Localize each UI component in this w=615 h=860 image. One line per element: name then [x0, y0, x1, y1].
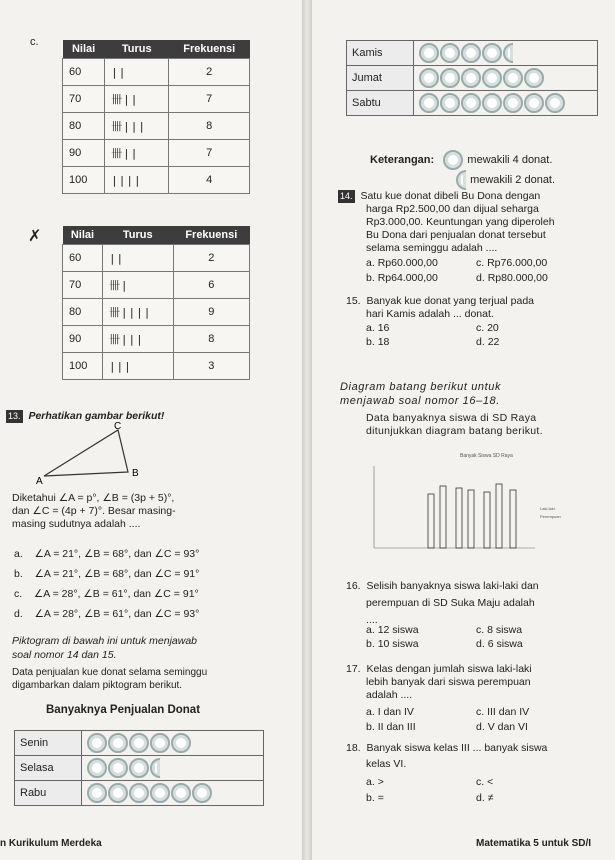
- donut-icon: [503, 68, 523, 88]
- bar: [456, 488, 462, 548]
- pictogram-row: Selasa: [15, 756, 264, 781]
- bar-chart-intro: Diagram batang berikut untuk menjawab soal nomor 16–18.: [340, 381, 502, 407]
- donut-icon: [461, 43, 481, 63]
- vertex-c-label: C: [114, 422, 122, 432]
- option-a[interactable]: a. I dan IV: [366, 706, 414, 718]
- donut-icon: [440, 68, 460, 88]
- pictogram-table-left: [14, 730, 264, 806]
- header-turus: Turus: [105, 40, 169, 59]
- legend-item: Perempuan: [540, 514, 561, 519]
- header-nilai: Nilai: [63, 40, 105, 59]
- donut-icon: [171, 733, 191, 753]
- question-number: 16.: [346, 580, 361, 592]
- pictogram-row: Sabtu: [347, 91, 598, 116]
- footer-right: Matematika 5 untuk SD/I: [476, 838, 592, 849]
- half-donut-icon: [150, 758, 160, 778]
- option-c[interactable]: c. <: [476, 776, 494, 788]
- option-a[interactable]: a. 12 siswa: [366, 624, 419, 636]
- question-17: 17. Kelas dengan jumlah siswa laki-laki lebih banyak dari siswa perempuan adalah ....: [346, 663, 532, 701]
- question-14-body: harga Rp2.500,00 dan dijual seharga Rp3.000,00. Keuntungan yang diperoleh Bu Dona dari penjualan donat tersebut selama seminggu adalah ....: [366, 203, 555, 254]
- pictogram-table-right: [346, 40, 598, 116]
- donut-icon: [545, 93, 565, 113]
- donut-icon: [482, 43, 502, 63]
- tally-table-d: [62, 226, 250, 380]
- question-number: 15.: [346, 295, 361, 307]
- header-frekuensi: Frekuensi: [169, 40, 250, 59]
- question-number: 13.: [8, 411, 21, 421]
- pictogram-row: Rabu: [15, 781, 264, 806]
- question-18: 18. Banyak siswa kelas III ... banyak siswa kelas VI.: [346, 742, 548, 770]
- option-c[interactable]: c. III dan IV: [476, 706, 530, 718]
- donut-icon: [129, 783, 149, 803]
- option-c[interactable]: c. 8 siswa: [476, 624, 523, 636]
- option-b[interactable]: b. ∠A = 21°, ∠B = 68°, dan ∠C = 91°: [14, 568, 200, 580]
- donut-icon: [108, 758, 128, 778]
- table-header: [63, 226, 250, 245]
- bar: [428, 494, 434, 548]
- donut-icon: [129, 733, 149, 753]
- pictogram-row: Jumat: [347, 66, 598, 91]
- bar: [440, 486, 446, 548]
- question-number: 14.: [340, 191, 353, 201]
- option-b[interactable]: b. 10 siswa: [366, 638, 419, 650]
- half-donut-icon: [456, 170, 466, 190]
- chart-title: Banyak Siswa SD Raya: [460, 453, 513, 459]
- triangle-shape: [44, 430, 128, 476]
- question-prompt: Perhatikan gambar berikut!: [28, 410, 165, 422]
- option-a[interactable]: a. Rp60.000,00: [366, 257, 438, 269]
- option-d[interactable]: d. Rp80.000,00: [476, 272, 548, 284]
- pictogram-intro: Piktogram di bawah ini untuk menjawab soal nomor 14 dan 15.: [12, 635, 198, 661]
- header-turus: Turus: [102, 226, 173, 245]
- question-number: 17.: [346, 663, 361, 675]
- option-d[interactable]: d. ∠A = 28°, ∠B = 61°, dan ∠C = 93°: [14, 608, 200, 620]
- table-row: 100 |||| 4: [63, 167, 250, 194]
- table-header: [63, 40, 250, 59]
- donut-icon: [419, 93, 439, 113]
- header-frekuensi: Frekuensi: [173, 226, 249, 245]
- donut-icon: [419, 68, 439, 88]
- option-a[interactable]: a. 16: [366, 322, 390, 334]
- option-b[interactable]: b. Rp64.000,00: [366, 272, 438, 284]
- table-row: 60 || 2: [63, 59, 250, 86]
- bar: [496, 484, 502, 548]
- donut-icon: [108, 733, 128, 753]
- question-17-options: [366, 706, 566, 733]
- donut-icon: [150, 783, 170, 803]
- donut-icon: [87, 758, 107, 778]
- donut-icon: [87, 733, 107, 753]
- donut-icon: [192, 783, 212, 803]
- option-b[interactable]: b. 18: [366, 336, 390, 348]
- table-row: 60 || 2: [63, 245, 250, 272]
- option-b[interactable]: b. =: [366, 792, 384, 804]
- bar: [510, 490, 516, 548]
- footer-left: n Kurikulum Merdeka: [0, 838, 102, 849]
- table-row: 90 卌||| 8: [63, 326, 250, 353]
- half-donut-icon: [503, 43, 513, 63]
- option-d[interactable]: d. V dan VI: [476, 721, 528, 733]
- vertex-a-label: A: [36, 476, 43, 484]
- donut-icon: [443, 150, 463, 170]
- donut-icon: [440, 93, 460, 113]
- legend-half: mewakili 2 donat.: [456, 170, 555, 190]
- table-row: 100 ||| 3: [63, 353, 250, 380]
- donut-icon: [87, 783, 107, 803]
- book-gutter: [302, 0, 312, 860]
- bar-chart-description: Data banyaknya siswa di SD Raya ditunjukkan diagram batang berikut.: [366, 412, 543, 437]
- question-18-options: [366, 776, 566, 804]
- donut-icon: [482, 68, 502, 88]
- table-row: 70 卌| 6: [63, 272, 250, 299]
- option-c[interactable]: c. 20: [476, 322, 499, 334]
- table-row: 80 卌||| 8: [63, 113, 250, 140]
- option-d[interactable]: d. ≠: [476, 792, 494, 804]
- legend-item: Laki-laki: [540, 506, 555, 511]
- question-14-options: [366, 257, 611, 284]
- option-d[interactable]: d. 6 siswa: [476, 638, 523, 650]
- donut-icon: [419, 43, 439, 63]
- table-row: 80 卌|||| 9: [63, 299, 250, 326]
- donut-icon: [108, 783, 128, 803]
- question-16: 16. Selisih banyaknya siswa laki-laki dan perempuan di SD Suka Maju adalah ....: [346, 580, 539, 626]
- donut-icon: [524, 93, 544, 113]
- option-letter-c: c.: [30, 36, 39, 48]
- donut-icon: [482, 93, 502, 113]
- donut-icon: [524, 68, 544, 88]
- option-a[interactable]: a. >: [366, 776, 384, 788]
- donut-icon: [461, 68, 481, 88]
- header-nilai: Nilai: [63, 226, 103, 245]
- question-14: 14. Satu kue donat dibeli Bu Dona dengan: [340, 190, 541, 202]
- question-16-options: [366, 624, 566, 650]
- pictogram-row: Senin: [15, 731, 264, 756]
- tally-table-c: [62, 40, 250, 194]
- question-13-body: Diketahui ∠A = p°, ∠B = (3p + 5)°, dan ∠C = (4p + 7)°. Besar masing- masing sudutnya adalah ....: [12, 492, 176, 530]
- option-a[interactable]: a. ∠A = 21°, ∠B = 68°, dan ∠C = 93°: [14, 548, 200, 560]
- option-c[interactable]: c. ∠A = 28°, ∠B = 61°, dan ∠C = 91°: [14, 588, 199, 600]
- table-row: 70 卌|| 7: [63, 86, 250, 113]
- donut-icon: [440, 43, 460, 63]
- vertex-b-label: B: [132, 468, 139, 479]
- donut-icon: [150, 733, 170, 753]
- bar-chart: [360, 448, 600, 568]
- donut-icon: [503, 93, 523, 113]
- bar: [484, 492, 490, 548]
- checkmark-icon: ✗: [28, 228, 42, 245]
- donut-icon: [171, 783, 191, 803]
- pictogram-row: Kamis: [347, 41, 598, 66]
- option-d[interactable]: d. 22: [476, 336, 500, 348]
- triangle-figure: [34, 422, 154, 484]
- bar: [468, 490, 474, 548]
- question-15-options: [366, 322, 536, 348]
- option-b[interactable]: b. II dan III: [366, 721, 416, 733]
- question-15: 15. Banyak kue donat yang terjual pada hari Kamis adalah ... donat.: [346, 295, 534, 320]
- donut-icon: [129, 758, 149, 778]
- donut-icon: [461, 93, 481, 113]
- question-13-options: [14, 544, 294, 624]
- pictogram-description: Data penjualan kue donat selama seminggu digambarkan dalam piktogram berikut.: [12, 667, 208, 691]
- question-number: 18.: [346, 742, 361, 754]
- option-c[interactable]: c. Rp76.000,00: [476, 257, 548, 269]
- legend: Keterangan: mewakili 4 donat.: [370, 150, 552, 170]
- pictogram-title: Banyaknya Penjualan Donat: [46, 704, 201, 716]
- table-row: 90 卌|| 7: [63, 140, 250, 167]
